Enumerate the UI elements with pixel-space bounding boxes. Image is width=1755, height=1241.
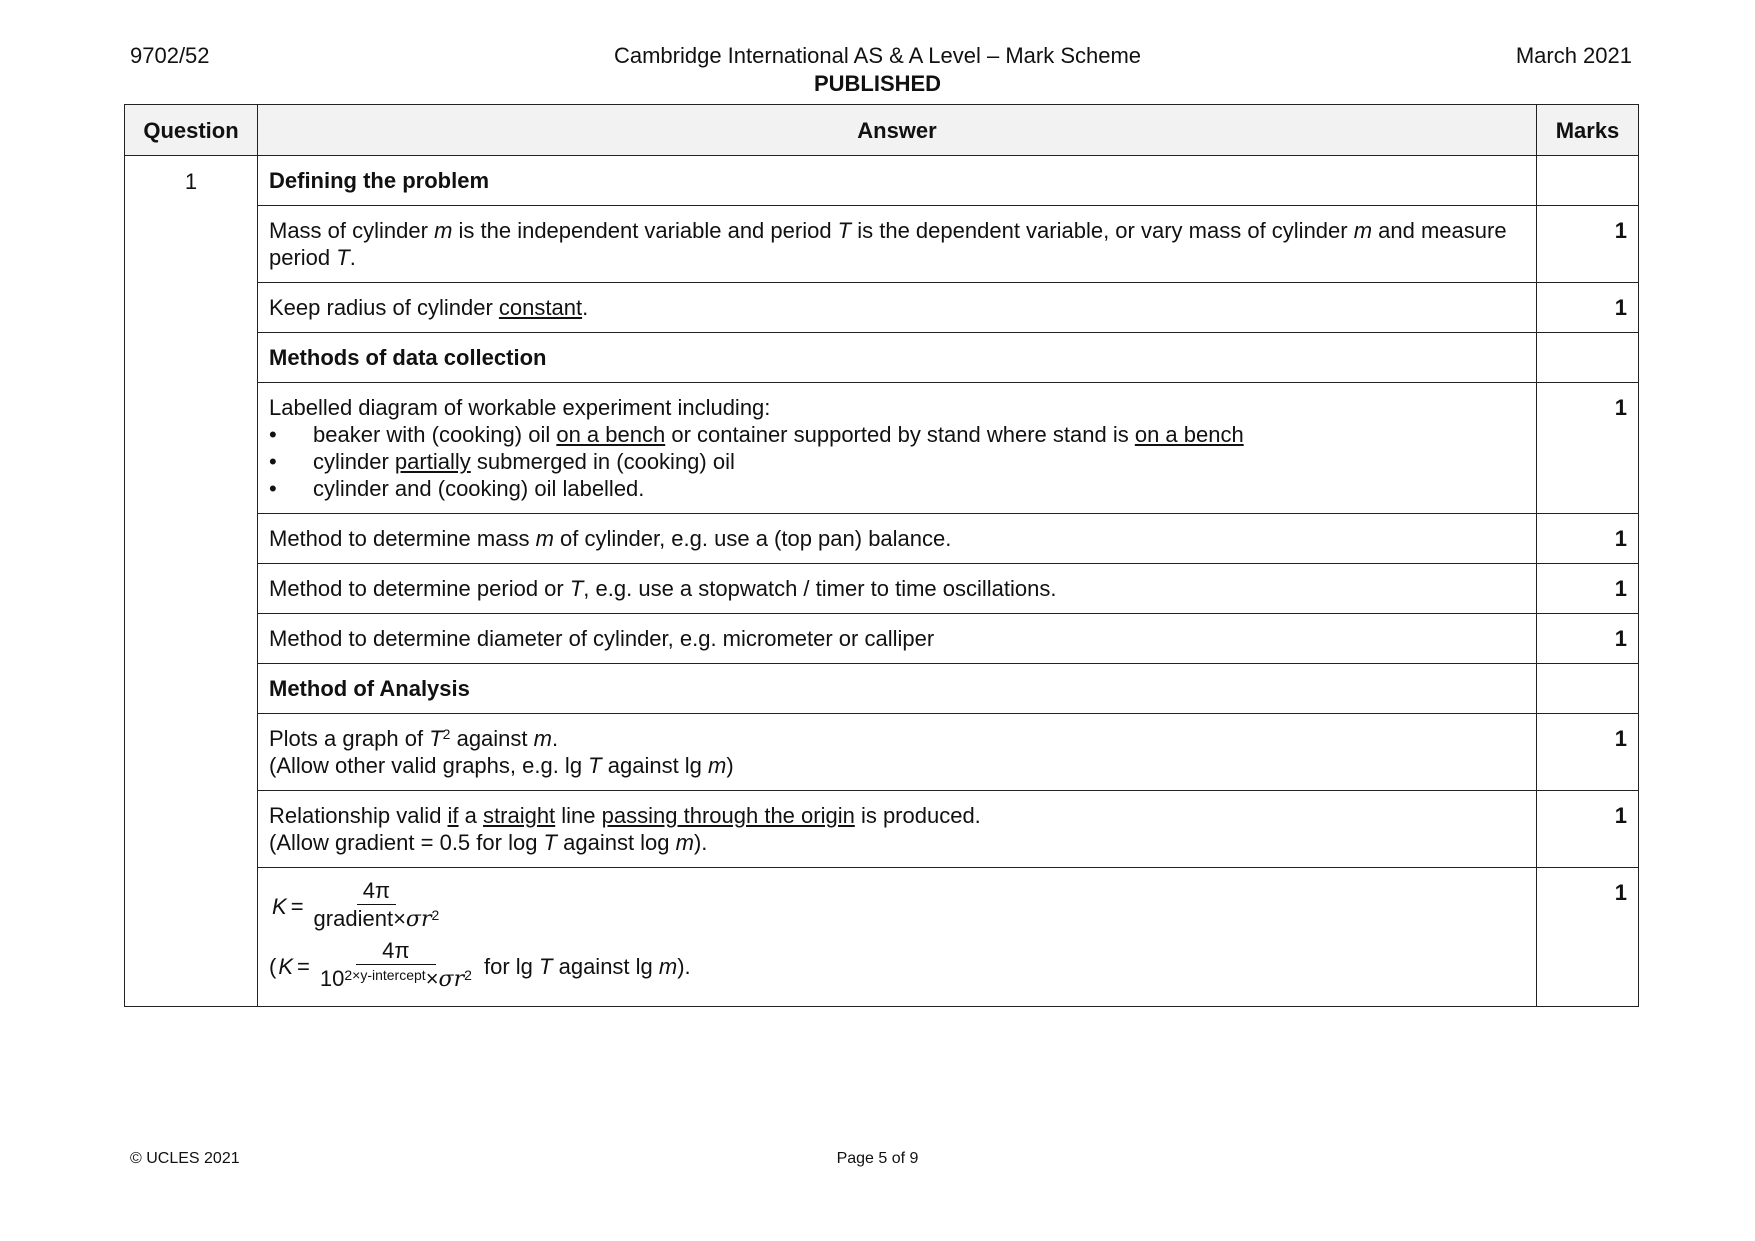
section-heading-analysis: Method of Analysis	[258, 664, 1537, 714]
document-title	[0, 43, 1755, 97]
text: ).	[693, 830, 708, 855]
numerator: 4π	[356, 938, 435, 965]
answer-line	[269, 725, 1525, 752]
text: is produced.	[854, 803, 981, 828]
mark-value: 1	[1537, 514, 1639, 564]
table-row	[125, 614, 1639, 664]
underlined-text: straight	[483, 803, 556, 828]
answer-cell: Method to determine diameter of cylinder, e.g. micrometer or calliper	[258, 614, 1537, 664]
answer-cell	[258, 514, 1537, 564]
answer-cell	[258, 564, 1537, 614]
underlined-text: on a bench	[1134, 422, 1244, 447]
status-label: PUBLISHED	[813, 71, 942, 96]
mark-value: 1	[1537, 206, 1639, 283]
symbol: T	[543, 830, 557, 855]
section-heading-methods: Methods of data collection	[258, 333, 1537, 383]
text: .	[349, 245, 356, 270]
text: .	[551, 726, 559, 751]
marks-column-header: Marks	[1537, 105, 1639, 156]
text: is the independent variable and period	[452, 218, 838, 243]
title-text: Cambridge International AS & A Level – Mark Scheme	[613, 43, 1142, 68]
text: for lg	[477, 953, 540, 979]
text: Plots a graph of	[269, 726, 430, 751]
symbol: m	[535, 526, 554, 551]
question-column-header: Question	[125, 105, 258, 156]
mark-value: 1	[1537, 714, 1639, 791]
equals-sign: =	[290, 893, 304, 919]
answer-line	[269, 752, 1525, 779]
marks-cell-empty	[1537, 156, 1639, 206]
times-sign: ×	[425, 966, 439, 991]
list-item	[269, 448, 1525, 475]
text: (	[269, 953, 277, 979]
symbol: K	[272, 893, 287, 919]
text: 10	[319, 966, 345, 991]
text: is the dependent variable, or vary mass of cylinder	[851, 218, 1354, 243]
symbol: K	[278, 953, 294, 979]
answer-cell	[258, 714, 1537, 791]
diagram-intro: Labelled diagram of workable experiment including:	[269, 395, 771, 420]
text: , e.g. use a stopwatch / timer to time oscillations.	[583, 576, 1057, 601]
table-row	[125, 868, 1639, 1007]
text: .	[582, 295, 589, 320]
fraction	[312, 878, 442, 934]
section-heading-defining: Defining the problem	[258, 156, 1537, 206]
exam-date: March 2021	[1515, 43, 1632, 68]
mark-scheme-table	[124, 104, 1639, 1007]
text: against lg	[552, 953, 659, 979]
symbol: T	[539, 953, 553, 979]
symbol: m	[708, 753, 727, 778]
symbol: m	[675, 830, 694, 855]
text: gradient	[313, 906, 394, 931]
table-row	[125, 333, 1639, 383]
text: against lg	[601, 753, 709, 778]
underlined-text: partially	[394, 449, 471, 474]
paper-code: 9702/52	[130, 43, 210, 68]
text: against	[450, 726, 534, 751]
symbol: T	[569, 576, 584, 601]
table-row	[125, 514, 1639, 564]
text: line	[555, 803, 602, 828]
denominator	[318, 965, 474, 994]
symbol: m	[1353, 218, 1373, 243]
table-row	[125, 206, 1639, 283]
table-row	[125, 664, 1639, 714]
symbol: T	[336, 245, 350, 270]
answer-line	[269, 802, 1525, 829]
formula-k-alternative	[269, 938, 1525, 994]
text: and measure period	[269, 218, 1507, 270]
mark-value: 1	[1537, 283, 1639, 333]
text: Method to determine mass	[269, 526, 536, 551]
page-number: Page 5 of 9	[836, 1150, 919, 1167]
symbol: T	[429, 726, 443, 751]
question-number: 1	[125, 156, 258, 1007]
underlined-text: passing through the origin	[601, 803, 855, 828]
underlined-text: on a bench	[556, 422, 666, 447]
text: a	[458, 803, 484, 828]
symbol: σr	[405, 907, 432, 932]
marks-cell-empty	[1537, 333, 1639, 383]
text: )	[726, 753, 734, 778]
answer-column-header: Answer	[258, 105, 1537, 156]
table-row	[125, 156, 1639, 206]
text: (Allow gradient = 0.5 for log	[269, 830, 544, 855]
table-row	[125, 564, 1639, 614]
formula-k	[269, 878, 1525, 934]
table-row	[125, 714, 1639, 791]
symbol: m	[434, 218, 453, 243]
equals-sign: =	[297, 953, 310, 979]
text: (Allow other valid graphs, e.g. lg	[269, 753, 589, 778]
table-row	[125, 383, 1639, 514]
table-row	[125, 283, 1639, 333]
text: beaker with (cooking) oil	[313, 422, 557, 447]
underlined-text: if	[447, 803, 459, 828]
table-header-row	[125, 105, 1639, 156]
answer-cell	[258, 283, 1537, 333]
mark-value: 1	[1537, 564, 1639, 614]
symbol: m	[533, 726, 552, 751]
text: ).	[677, 953, 691, 979]
text: Relationship valid	[269, 803, 448, 828]
text: submerged in (cooking) oil	[470, 449, 735, 474]
text: of cylinder, e.g. use a (top pan) balance.	[553, 526, 952, 551]
marks-cell-empty	[1537, 664, 1639, 714]
text: Method to determine period or	[269, 576, 570, 601]
mark-value: 1	[1537, 868, 1639, 1007]
answer-cell	[258, 383, 1537, 514]
superscript: 2	[464, 967, 472, 983]
text: against log	[557, 830, 676, 855]
symbol: m	[658, 953, 678, 979]
answer-cell	[258, 206, 1537, 283]
mark-value: 1	[1537, 614, 1639, 664]
table-row	[125, 791, 1639, 868]
mark-value: 1	[1537, 791, 1639, 868]
formula-cell	[258, 868, 1537, 1007]
answer-cell	[258, 791, 1537, 868]
numerator: 4π	[357, 878, 396, 905]
text: Mass of cylinder	[269, 218, 435, 243]
superscript: 2	[431, 907, 440, 923]
times-sign: ×	[393, 906, 406, 931]
underlined-text: constant	[498, 295, 583, 320]
superscript: 2	[442, 726, 451, 742]
mark-value: 1	[1537, 383, 1639, 514]
text: or container supported by stand where stand is	[665, 422, 1135, 447]
copyright: © UCLES 2021	[130, 1150, 240, 1167]
fraction	[318, 938, 474, 994]
text: cylinder	[313, 449, 395, 474]
symbol: T	[837, 218, 852, 243]
text: Keep radius of cylinder	[269, 295, 499, 320]
exponent: 2×y-intercept	[344, 967, 426, 983]
denominator	[312, 905, 442, 934]
bullet-list	[269, 421, 1525, 502]
list-item	[269, 421, 1525, 448]
list-item: • cylinder and (cooking) oil labelled.	[269, 475, 1525, 502]
answer-line	[269, 829, 1525, 856]
symbol: T	[588, 753, 602, 778]
symbol: σr	[438, 967, 465, 992]
